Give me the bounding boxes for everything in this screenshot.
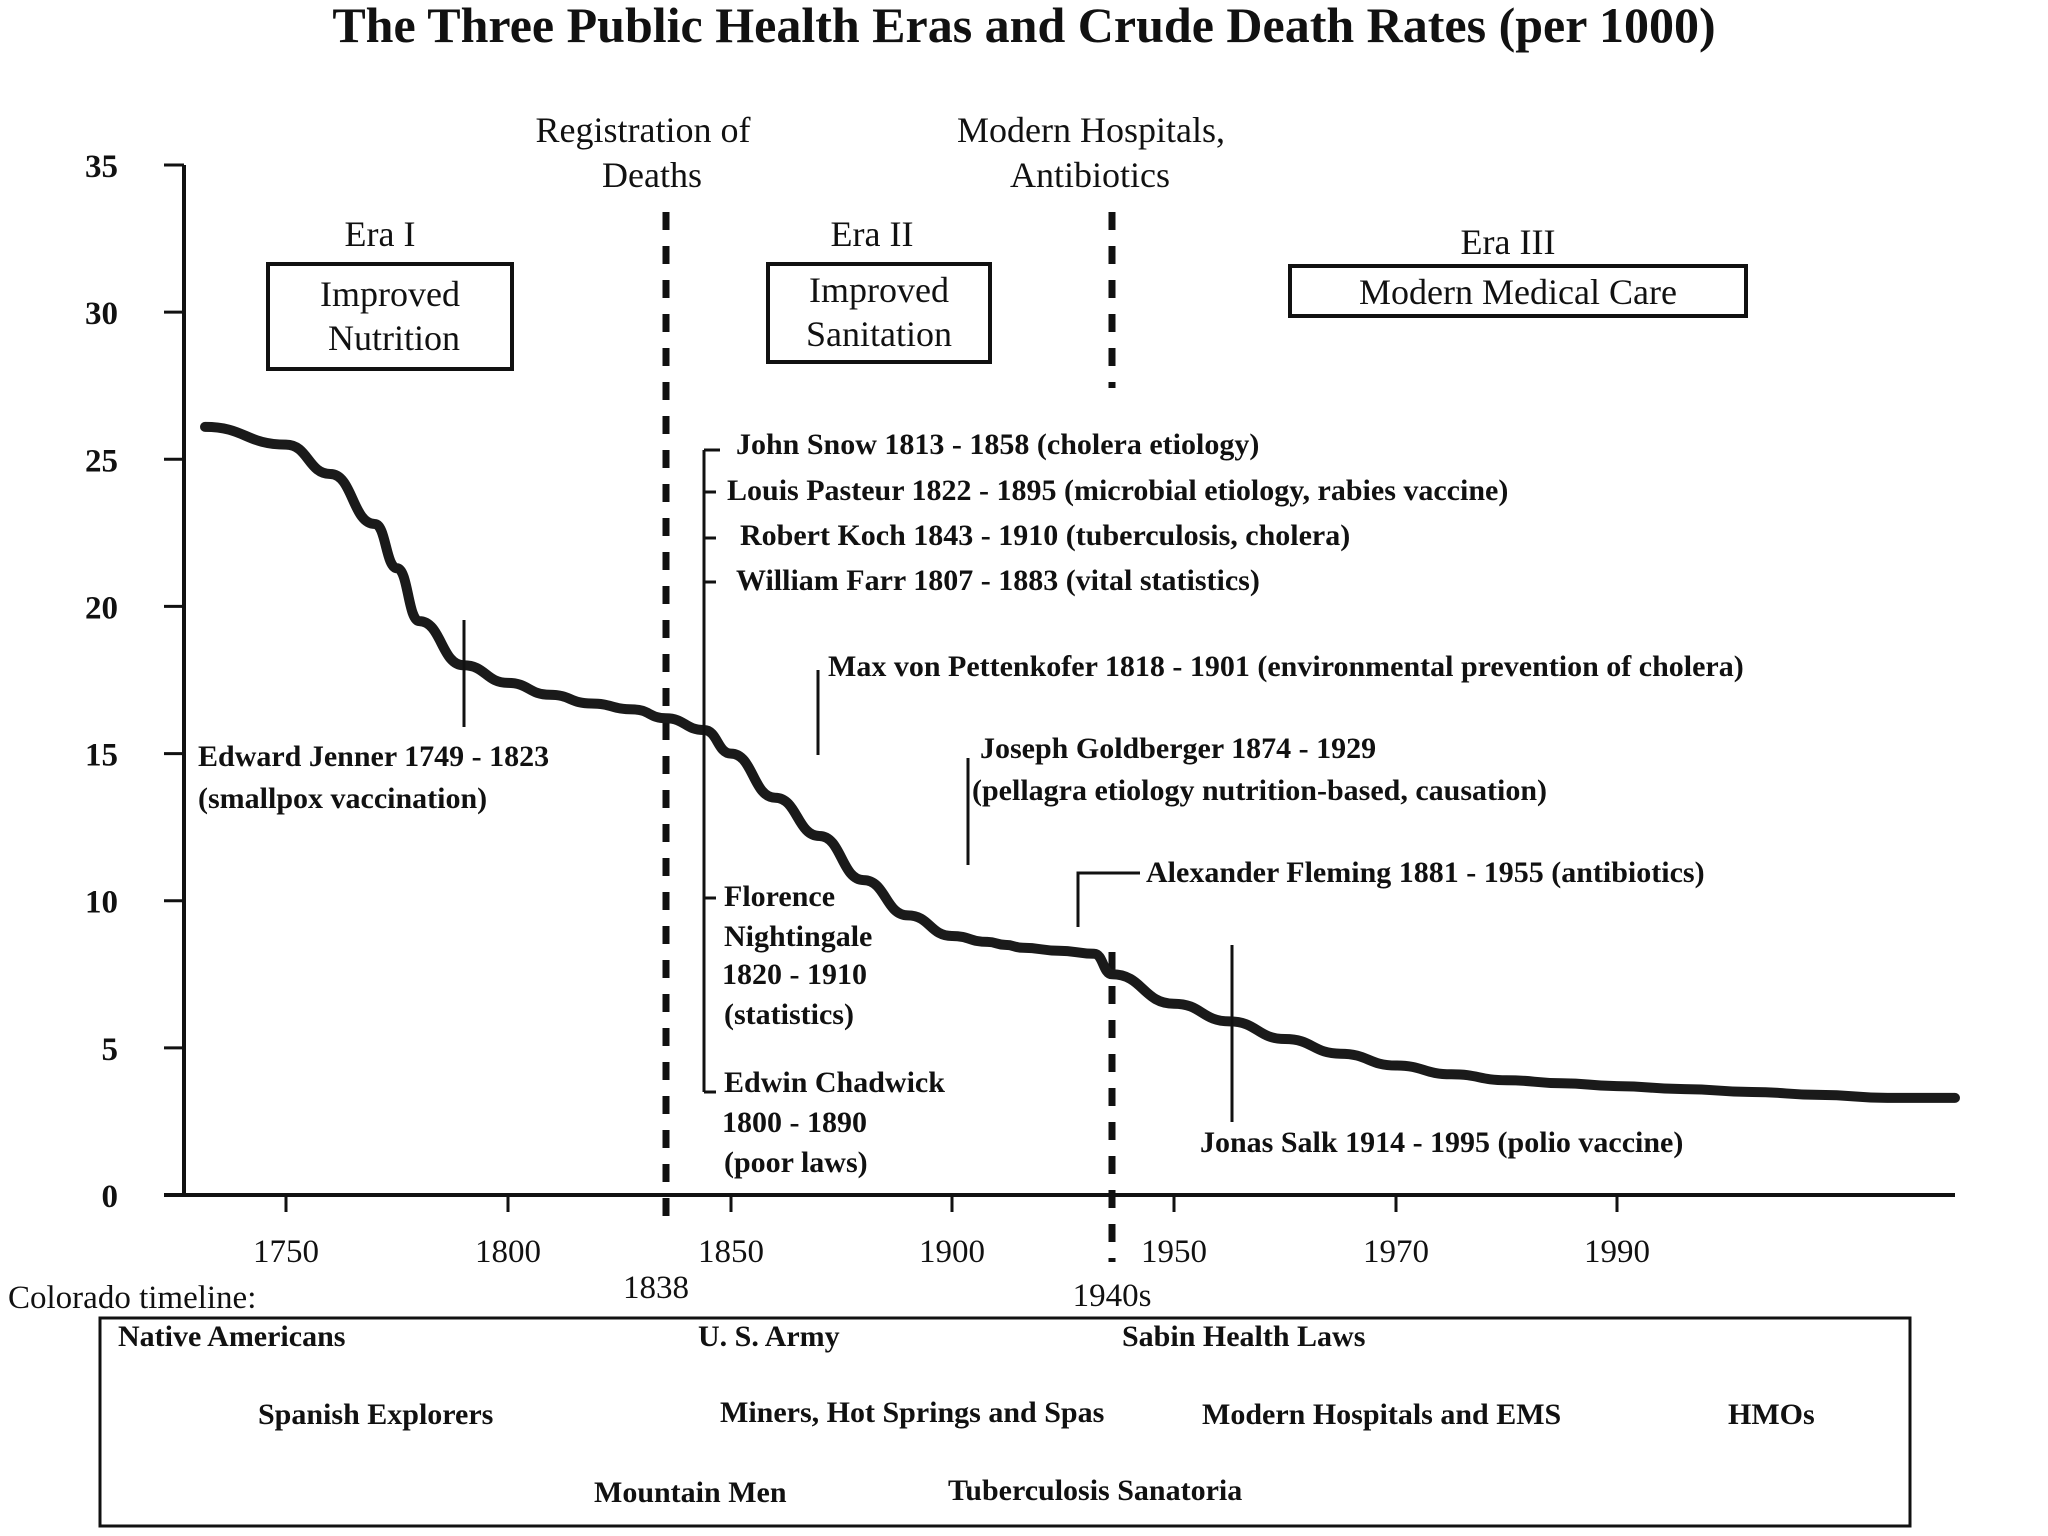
annotation-jenner-line1: Edward Jenner 1749 - 1823 (198, 740, 550, 773)
chart-title: The Three Public Health Eras and Crude Death Rates (per 1000) (332, 0, 1716, 53)
era-2-label: Era II (830, 214, 914, 254)
header-registration-line1: Registration of (535, 110, 751, 150)
annotation-koch: Robert Koch 1843 - 1910 (tuberculosis, cholera) (740, 519, 1351, 552)
x-tick-label-1800: 1800 (475, 1234, 541, 1270)
y-tick-label-10: 10 (85, 884, 118, 921)
header-hospitals-line2: Antibiotics (1010, 155, 1170, 195)
annotation-nightingale-line4: (statistics) (724, 998, 854, 1031)
y-axis-ticks (85, 149, 184, 1215)
era-1-box-line1: Improved (320, 274, 460, 314)
y-tick-label-15: 15 (85, 737, 118, 774)
x-tick-label-1970: 1970 (1363, 1234, 1429, 1270)
timeline-item-tuberculosis-sanatoria: Tuberculosis Sanatoria (948, 1474, 1243, 1507)
y-tick-label-35: 35 (85, 149, 118, 185)
y-tick-label-25: 25 (85, 443, 118, 480)
timeline-item-modern-hospitals-ems: Modern Hospitals and EMS (1202, 1398, 1562, 1431)
annotation-chadwick-line1: Edwin Chadwick (724, 1066, 945, 1099)
x-tick-label-1750: 1750 (253, 1234, 319, 1270)
annotation-nightingale-line2: Nightingale (724, 920, 873, 953)
annotation-pettenkofer: Max von Pettenkofer 1818 - 1901 (environmental prevention of cholera) (828, 650, 1744, 683)
annotation-goldberger-line1: Joseph Goldberger 1874 - 1929 (980, 732, 1377, 765)
y-tick-label-30: 30 (85, 296, 118, 333)
y-tick-label-0: 0 (101, 1179, 118, 1215)
marker-label-1838: 1838 (623, 1270, 689, 1306)
era-2-box-line1: Improved (809, 270, 949, 310)
annotation-salk: Jonas Salk 1914 - 1995 (polio vaccine) (1200, 1126, 1684, 1159)
timeline-item-mountain-men: Mountain Men (594, 1476, 787, 1509)
timeline-title: Colorado timeline: (8, 1280, 257, 1316)
timeline-item-sabin-health-laws: Sabin Health Laws (1122, 1320, 1366, 1353)
y-tick-label-5: 5 (101, 1031, 118, 1068)
x-tick-label-1990: 1990 (1584, 1234, 1650, 1270)
header-registration-line2: Deaths (602, 155, 702, 195)
annotation-jenner-line2: (smallpox vaccination) (198, 782, 488, 815)
annotation-nightingale-line3: 1820 - 1910 (722, 958, 867, 991)
annotation-chadwick-line2: 1800 - 1890 (722, 1106, 867, 1139)
connector-fleming (1078, 873, 1140, 927)
era-1-label: Era I (344, 214, 416, 254)
era-2-box-line2: Sanitation (806, 314, 952, 354)
era-3-label: Era III (1460, 222, 1556, 262)
timeline-item-us-army: U. S. Army (698, 1320, 840, 1353)
annotation-chadwick-line3: (poor laws) (724, 1146, 868, 1179)
x-axis-ticks (253, 1195, 1650, 1270)
annotation-nightingale-line1: Florence (724, 880, 836, 913)
timeline-item-hmos: HMOs (1728, 1398, 1815, 1431)
y-tick-label-20: 20 (85, 590, 118, 627)
marker-label-1940s: 1940s (1072, 1278, 1152, 1314)
annotation-fleming: Alexander Fleming 1881 - 1955 (antibiotics) (1146, 856, 1705, 889)
timeline-item-native-americans: Native Americans (118, 1320, 346, 1353)
era-3-box-line1: Modern Medical Care (1359, 272, 1677, 312)
x-tick-label-1950: 1950 (1141, 1234, 1207, 1270)
timeline-item-miners: Miners, Hot Springs and Spas (720, 1396, 1105, 1429)
annotation-farr: William Farr 1807 - 1883 (vital statistics) (736, 564, 1260, 597)
annotation-goldberger-line2: (pellagra etiology nutrition-based, causation) (972, 774, 1547, 807)
annotation-snow: John Snow 1813 - 1858 (cholera etiology) (736, 428, 1260, 461)
era-1-box-line2: Nutrition (328, 318, 460, 358)
x-tick-label-1850: 1850 (698, 1234, 764, 1270)
header-hospitals-line1: Modern Hospitals, (957, 110, 1225, 150)
annotation-pasteur: Louis Pasteur 1822 - 1895 (microbial etiology, rabies vaccine) (727, 474, 1509, 507)
timeline-item-spanish-explorers: Spanish Explorers (258, 1398, 494, 1431)
x-tick-label-1900: 1900 (919, 1234, 985, 1270)
